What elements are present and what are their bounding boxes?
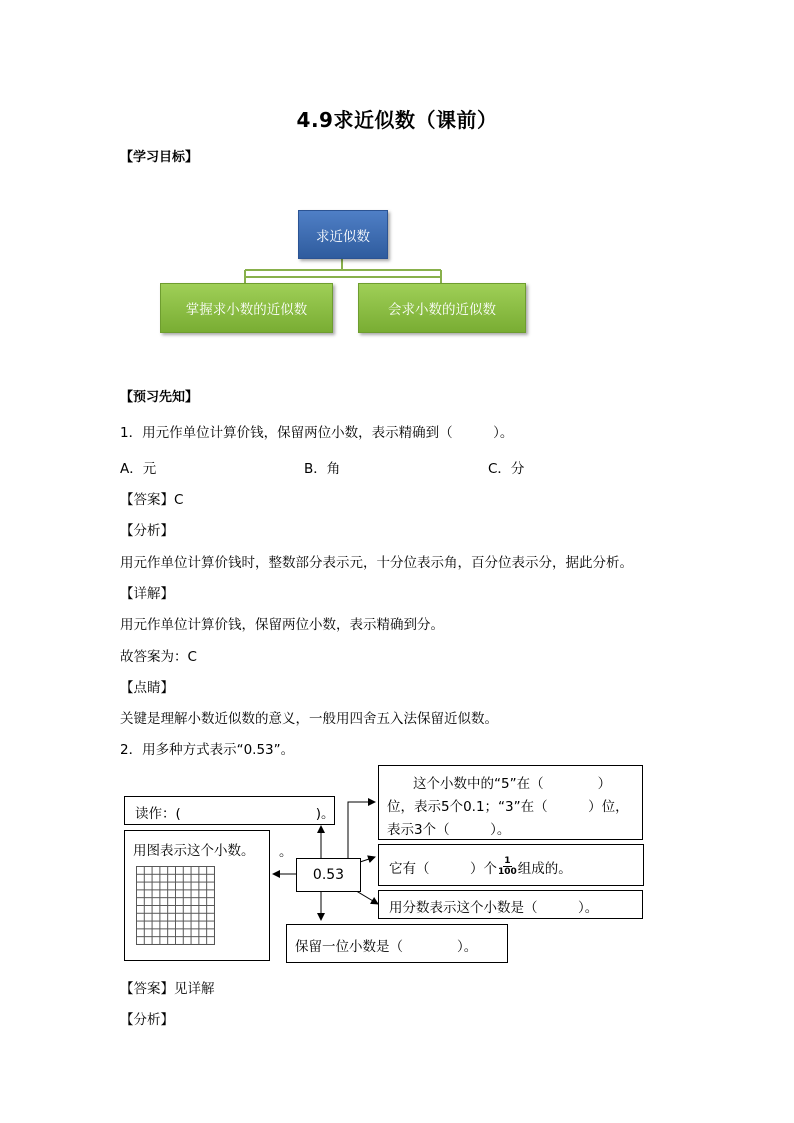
q2-read-text: 读作：( )。 <box>135 806 335 822</box>
q2-center-value: 0.53 <box>312 867 345 883</box>
hundred-grid <box>136 866 215 945</box>
q2-draw-dot: 。 <box>279 844 293 860</box>
q2-round-box <box>286 924 508 963</box>
q1-question: 1．用元作单位计算价钱，保留两位小数，表示精确到（ ）。 <box>120 425 514 441</box>
q2-round-text: 保留一位小数是（ ）。 <box>295 939 478 955</box>
q2-answer: 【答案】见详解 <box>120 981 215 997</box>
q1-option-b: B．角 <box>304 461 341 477</box>
q1-analysis: 用元作单位计算价钱时，整数部分表示元，十分位表示角，百分位表示分，据此分析。 <box>120 555 633 571</box>
q2-read-box <box>124 796 335 825</box>
q2-units-suffix: 组成的。 <box>517 860 572 877</box>
fraction-denominator: 100 <box>498 867 517 877</box>
page-title: 4.9求近似数（课前） <box>296 108 498 132</box>
q1-analysis-label: 【分析】 <box>120 523 174 539</box>
section-goals-heading: 【学习目标】 <box>120 150 199 165</box>
fraction-numerator: 1 <box>504 856 511 866</box>
q1-detail-label: 【详解】 <box>120 586 174 602</box>
q2-digits-line1: 这个小数中的“5”在（ ） <box>413 776 612 792</box>
q2-units-box <box>378 844 644 886</box>
q1-final: 故答案为：C <box>120 649 197 665</box>
q2-digits-line2: 位，表示5个0.1；“3”在（ ）位， <box>387 799 629 815</box>
q2-center-box <box>296 858 361 892</box>
q1-answer: 【答案】C <box>120 492 184 508</box>
q1-option-c: C．分 <box>488 461 525 477</box>
section-preview-heading: 【预习先知】 <box>120 390 199 405</box>
q1-tip-label: 【点睛】 <box>120 680 174 696</box>
mindmap-root-node: 求近似数 <box>298 210 388 259</box>
mindmap-right-node: 会求小数的近似数 <box>358 283 526 333</box>
q1-detail: 用元作单位计算价钱，保留两位小数，表示精确到分。 <box>120 617 444 633</box>
mindmap-left-node: 掌握求小数的近似数 <box>160 283 333 333</box>
q1-tip: 关键是理解小数近似数的意义，一般用四舍五入法保留近似数。 <box>120 711 498 727</box>
q2-fraction-text: 用分数表示这个小数是（ ）。 <box>389 900 599 916</box>
q2-units-prefix: 它有（ ）个 <box>389 860 497 877</box>
q2-fraction-box <box>378 890 643 919</box>
q2-units-fraction <box>498 856 517 877</box>
q2-digits-line3: 表示3个（ ）。 <box>387 822 511 838</box>
q2-question: 2．用多种方式表示“0.53”。 <box>120 742 295 758</box>
q2-draw-text: 用图表示这个小数。 <box>133 843 255 859</box>
q2-analysis-label: 【分析】 <box>120 1012 174 1028</box>
q2-digits-box <box>378 765 643 840</box>
q1-option-a: A．元 <box>120 461 157 477</box>
